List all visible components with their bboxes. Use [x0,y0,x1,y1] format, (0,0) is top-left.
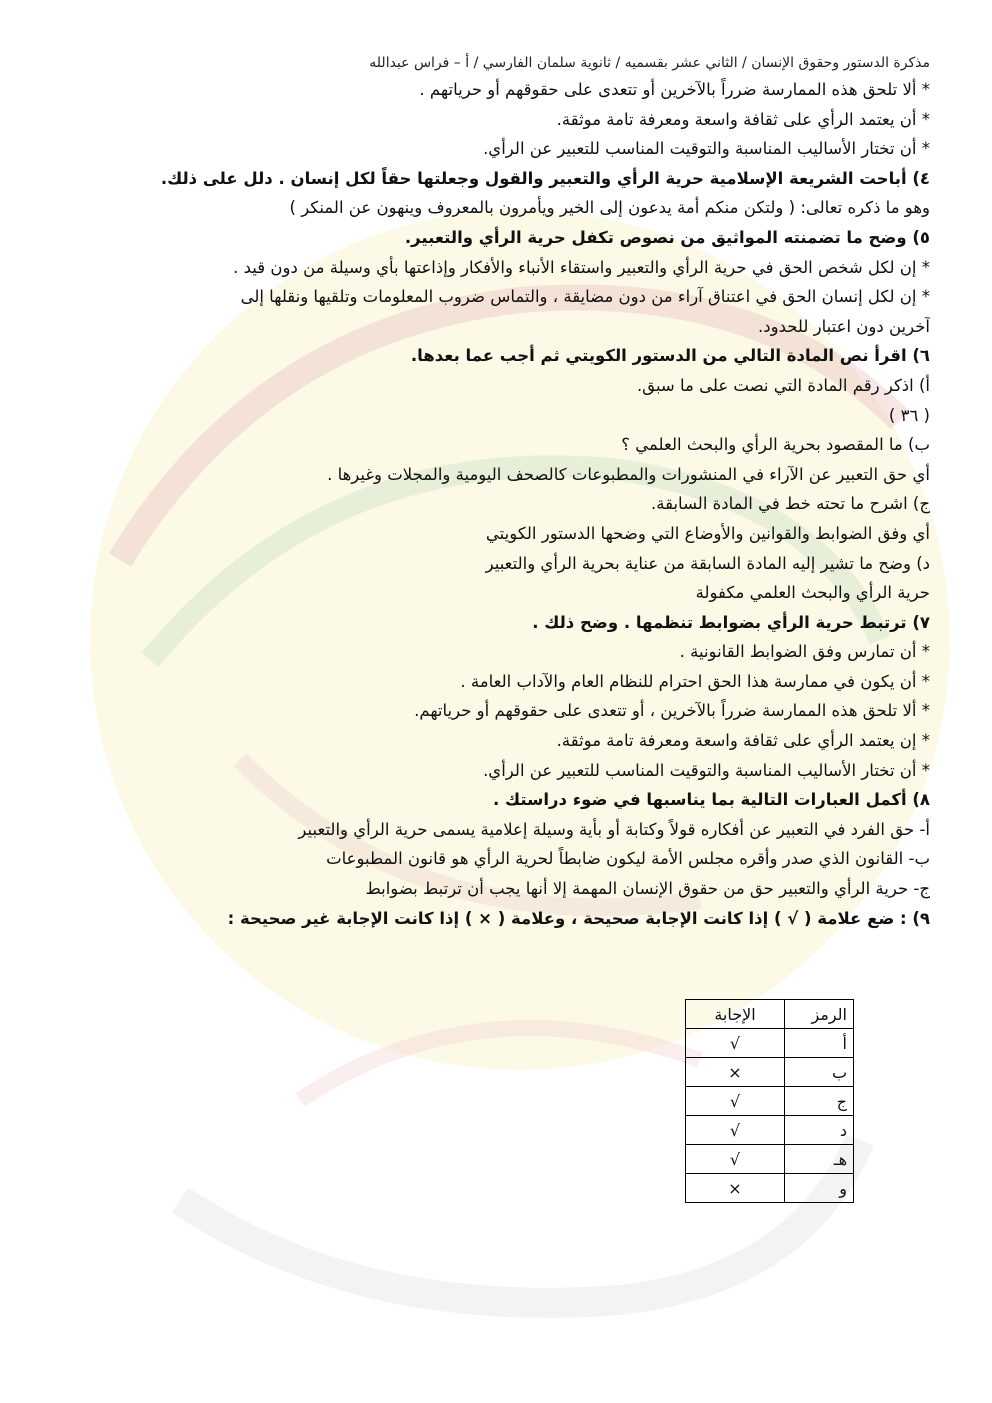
page-header: مذكرة الدستور وحقوق الإنسان / الثاني عشر بقسميه / ثانوية سلمان الفارسي / أ – فراس عبدالله [369,55,930,71]
table-row [686,1174,854,1203]
row-answer: √ [686,1145,785,1174]
text-line: * أن يكون في ممارسة هذا الحق احترام للنظام العام والآداب العامة . [460,671,930,691]
question-heading: ٤) أباحت الشريعة الإسلامية حرية الرأي والتعبير والقول وجعلتها حقاً لكل إنسان . دلل على ذلك. [160,168,930,188]
row-symbol: ج [785,1087,854,1116]
row-symbol: هـ [785,1145,854,1174]
text-line: آخرين دون اعتبار للحدود. [758,316,930,336]
document-page [70,55,930,933]
table-header-row [686,1000,854,1029]
question-heading: ٦) اقرأ نص المادة التالي من الدستور الكويتي ثم أجب عما بعدها. [410,346,930,366]
table-row [686,1145,854,1174]
text-line: * أن تمارس وفق الضوابط القانونية . [679,642,930,662]
table-row [686,1087,854,1116]
row-answer: √ [686,1087,785,1116]
text-line: * إن لكل إنسان الحق في اعتناق آراء من دون مضايقة ، والتماس ضروب المعلومات وتلقيها ونقلها إلى [240,287,930,307]
question-heading: ٩) : ضع علامة ( √ ) إذا كانت الإجابة صحيحة ، وعلامة ( × ) إذا كانت الإجابة غير صحيحة : [227,908,930,928]
row-symbol: ب [785,1058,854,1087]
text-line: أ) اذكر رقم المادة التي نصت على ما سبق. [636,375,930,395]
text-line: د) وضح ما تشير إليه المادة السابقة من عناية بحرية الرأي والتعبير [485,553,930,573]
text-line: ب) ما المقصود بحرية الرأي والبحث العلمي ؟ [621,435,930,455]
content-lines [70,75,930,933]
text-line: * إن لكل شخص الحق في حرية الرأي والتعبير واستقاء الأنباء والأفكار وإذاعتها بأي وسيلة من دون قيد . [233,257,930,277]
row-symbol: و [785,1174,854,1203]
text-line: * أن يعتمد الرأي على ثقافة واسعة ومعرفة تامة موثقة. [556,109,930,129]
question-heading: ٨) أكمل العبارات التالية بما يناسبها في ضوء دراستك . [493,790,930,810]
question-heading: ٥) وضح ما تضمنته المواثيق من نصوص تكفل حرية الرأي والتعبير. [404,227,930,247]
text-line: حرية الرأي والبحث العلمي مكفولة [695,583,930,603]
text-line: * إن يعتمد الرأي على ثقافة واسعة ومعرفة تامة موثقة. [556,731,930,751]
row-answer: √ [686,1029,785,1058]
text-line: وهو ما ذكره تعالى: ( ولتكن منكم أمة يدعون إلى الخير ويأمرون بالمعروف وينهون عن المنكر ) [289,198,930,218]
table-row [686,1058,854,1087]
row-answer: × [686,1174,785,1203]
table-row [686,1116,854,1145]
row-answer: × [686,1058,785,1087]
text-line: أ- حق الفرد في التعبير عن أفكاره قولاً وكتابة أو بأية وسيلة إعلامية يسمى حرية الرأي والتعبير [298,819,930,839]
header-symbol: الرمز [785,1000,854,1029]
row-symbol: د [785,1116,854,1145]
question-heading: ٧) ترتبط حرية الرأي بضوابط تنظمها . وضح ذلك . [532,612,930,632]
row-answer: √ [686,1116,785,1145]
answers-table [685,999,854,1203]
text-line: * ألا تلحق هذه الممارسة ضرراً بالآخرين ، أو تتعدى على حقوقهم أو حرياتهم. [414,701,930,721]
text-line: * أن تختار الأساليب المناسبة والتوقيت المناسب للتعبير عن الرأي. [483,760,930,780]
text-line: أي حق التعبير عن الآراء في المنشورات والمطبوعات كالصحف اليومية والمجلات وغيرها . [327,464,930,484]
text-line: ج) اشرح ما تحته خط في المادة السابقة. [651,494,930,514]
text-line: ج- حرية الرأي والتعبير حق من حقوق الإنسان المهمة إلا أنها يجب أن ترتبط بضوابط [365,879,930,899]
header-answer: الإجابة [686,1000,785,1029]
table-row [686,1029,854,1058]
text-line: أي وفق الضوابط والقوانين والأوضاع التي وضحها الدستور الكويتي [485,523,930,543]
text-line: * ألا تلحق هذه الممارسة ضرراً بالآخرين أو تتعدى على حقوقهم أو حرياتهم . [419,80,930,99]
text-line: ( ٣٦ ) [888,405,930,425]
text-line: * أن تختار الأساليب المناسبة والتوقيت المناسب للتعبير عن الرأي. [483,139,930,159]
row-symbol: أ [785,1029,854,1058]
text-line: ب- القانون الذي صدر وأقره مجلس الأمة ليكون ضابطاً لحرية الرأي هو قانون المطبوعات [326,849,930,869]
